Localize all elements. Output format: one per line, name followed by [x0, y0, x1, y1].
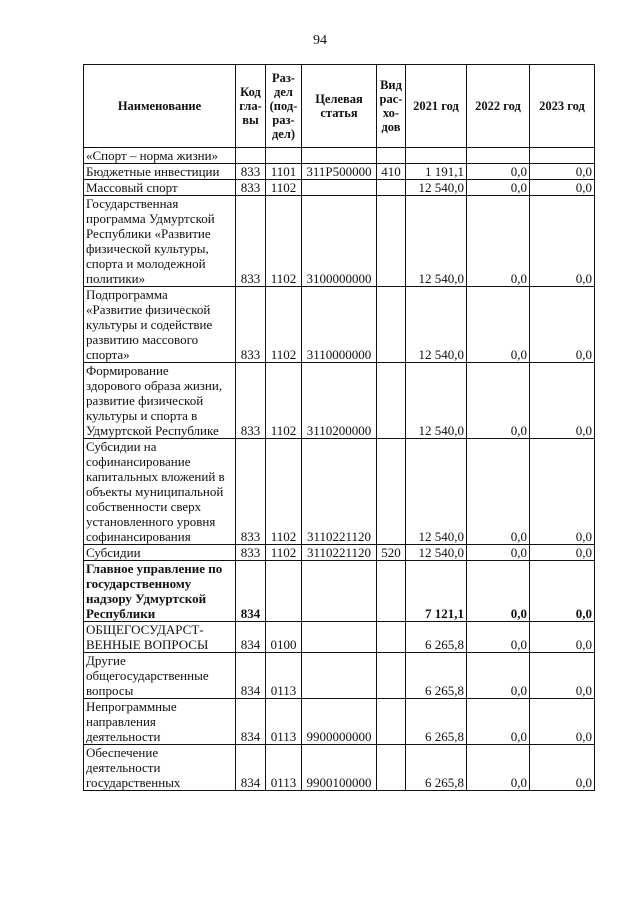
cell-target-article: 9900000000	[302, 699, 377, 745]
table-row	[84, 148, 595, 164]
header-target-article: Целевая статья	[302, 65, 377, 148]
cell-target-article	[302, 653, 377, 699]
cell-2022: 0,0	[467, 439, 530, 545]
cell-2023: 0,0	[530, 561, 595, 622]
cell-2022: 0,0	[467, 164, 530, 180]
cell-name: Главное управление по государственному надзору Удмуртской Республики	[84, 561, 236, 622]
cell-target-article: 9900100000	[302, 745, 377, 791]
cell-chapter-code: 834	[236, 653, 266, 699]
cell-2023: 0,0	[530, 164, 595, 180]
cell-section	[266, 148, 302, 164]
cell-section: 1102	[266, 363, 302, 439]
cell-2021: 7 121,1	[406, 561, 467, 622]
cell-2022: 0,0	[467, 545, 530, 561]
cell-name: ОБЩЕГОСУДАРСТ- ВЕННЫЕ ВОПРОСЫ	[84, 622, 236, 653]
table-row	[84, 622, 595, 653]
cell-expense-type	[377, 745, 406, 791]
cell-name: Государственная программа Удмуртской Республики «Развитие физической культуры, спорта и молодежной политики»	[84, 196, 236, 287]
cell-expense-type	[377, 699, 406, 745]
cell-section: 0113	[266, 699, 302, 745]
table-row	[84, 745, 595, 791]
cell-name: Субсидии на софинансирование капитальных вложений в объекты муниципальной собственности сверх установленного уровня софинансирования	[84, 439, 236, 545]
cell-2021: 1 191,1	[406, 164, 467, 180]
cell-name: Обеспечение деятельности государственных	[84, 745, 236, 791]
cell-2021: 6 265,8	[406, 699, 467, 745]
cell-section: 1102	[266, 196, 302, 287]
cell-section: 0100	[266, 622, 302, 653]
table-row	[84, 164, 595, 180]
cell-2023: 0,0	[530, 363, 595, 439]
cell-expense-type	[377, 148, 406, 164]
cell-2022: 0,0	[467, 653, 530, 699]
cell-2023: 0,0	[530, 439, 595, 545]
cell-2022: 0,0	[467, 363, 530, 439]
cell-name: Подпрограмма «Развитие физической культуры и содействие развитию массового спорта»	[84, 287, 236, 363]
cell-chapter-code: 833	[236, 287, 266, 363]
cell-expense-type	[377, 363, 406, 439]
cell-2021: 12 540,0	[406, 545, 467, 561]
cell-section: 0113	[266, 745, 302, 791]
cell-section: 1102	[266, 287, 302, 363]
cell-2022: 0,0	[467, 745, 530, 791]
cell-chapter-code: 833	[236, 439, 266, 545]
cell-target-article	[302, 561, 377, 622]
cell-2021: 6 265,8	[406, 622, 467, 653]
cell-2023: 0,0	[530, 745, 595, 791]
table-row	[84, 653, 595, 699]
header-2023: 2023 год	[530, 65, 595, 148]
cell-expense-type	[377, 439, 406, 545]
cell-2021: 12 540,0	[406, 287, 467, 363]
cell-chapter-code: 833	[236, 164, 266, 180]
cell-2023	[530, 148, 595, 164]
cell-2023: 0,0	[530, 196, 595, 287]
cell-section	[266, 561, 302, 622]
cell-2022: 0,0	[467, 699, 530, 745]
cell-name: Формирование здорового образа жизни, развитие физической культуры и спорта в Удмуртской Республике	[84, 363, 236, 439]
cell-target-article: 3110000000	[302, 287, 377, 363]
cell-chapter-code: 833	[236, 180, 266, 196]
cell-chapter-code: 834	[236, 745, 266, 791]
table-row	[84, 561, 595, 622]
cell-name: «Спорт – норма жизни»	[84, 148, 236, 164]
cell-expense-type: 520	[377, 545, 406, 561]
cell-expense-type: 410	[377, 164, 406, 180]
cell-2022: 0,0	[467, 561, 530, 622]
cell-2021	[406, 148, 467, 164]
cell-section: 1102	[266, 180, 302, 196]
cell-name: Массовый спорт	[84, 180, 236, 196]
cell-2022: 0,0	[467, 196, 530, 287]
cell-section: 1102	[266, 545, 302, 561]
cell-section: 0113	[266, 653, 302, 699]
cell-2023: 0,0	[530, 653, 595, 699]
cell-2022: 0,0	[467, 180, 530, 196]
cell-2022: 0,0	[467, 622, 530, 653]
cell-chapter-code: 834	[236, 699, 266, 745]
cell-target-article	[302, 148, 377, 164]
cell-2022	[467, 148, 530, 164]
table-row	[84, 196, 595, 287]
cell-2021: 12 540,0	[406, 180, 467, 196]
cell-target-article: 3110200000	[302, 363, 377, 439]
cell-target-article: 311P500000	[302, 164, 377, 180]
table-row	[84, 180, 595, 196]
cell-section: 1102	[266, 439, 302, 545]
cell-name: Непрограммные направления деятельности	[84, 699, 236, 745]
cell-chapter-code: 833	[236, 196, 266, 287]
cell-expense-type	[377, 180, 406, 196]
cell-target-article: 3110221120	[302, 439, 377, 545]
header-expense-type: Вид рас- хо- дов	[377, 65, 406, 148]
header-chapter-code: Код гла- вы	[236, 65, 266, 148]
cell-chapter-code: 833	[236, 363, 266, 439]
cell-chapter-code: 833	[236, 545, 266, 561]
cell-target-article	[302, 622, 377, 653]
cell-2021: 12 540,0	[406, 439, 467, 545]
cell-2023: 0,0	[530, 622, 595, 653]
header-name: Наименование	[84, 65, 236, 148]
cell-2021: 6 265,8	[406, 653, 467, 699]
cell-2021: 12 540,0	[406, 196, 467, 287]
header-2022: 2022 год	[467, 65, 530, 148]
cell-2023: 0,0	[530, 545, 595, 561]
cell-chapter-code	[236, 148, 266, 164]
header-2021: 2021 год	[406, 65, 467, 148]
cell-chapter-code: 834	[236, 561, 266, 622]
cell-expense-type	[377, 622, 406, 653]
cell-chapter-code: 834	[236, 622, 266, 653]
cell-name: Субсидии	[84, 545, 236, 561]
cell-target-article: 3100000000	[302, 196, 377, 287]
cell-section: 1101	[266, 164, 302, 180]
table-row	[84, 545, 595, 561]
cell-2021: 6 265,8	[406, 745, 467, 791]
table-row	[84, 699, 595, 745]
cell-target-article	[302, 180, 377, 196]
budget-table	[83, 64, 595, 791]
page-number: 94	[313, 33, 327, 48]
cell-expense-type	[377, 561, 406, 622]
table-row	[84, 439, 595, 545]
header-section: Раз- дел (под- раз- дел)	[266, 65, 302, 148]
table-row	[84, 363, 595, 439]
table-body	[84, 148, 595, 791]
cell-2023: 0,0	[530, 287, 595, 363]
cell-name: Бюджетные инвестиции	[84, 164, 236, 180]
header-row	[84, 65, 595, 148]
cell-expense-type	[377, 287, 406, 363]
cell-2022: 0,0	[467, 287, 530, 363]
cell-target-article: 3110221120	[302, 545, 377, 561]
cell-2021: 12 540,0	[406, 363, 467, 439]
table-row	[84, 287, 595, 363]
cell-name: Другие общегосударственные вопросы	[84, 653, 236, 699]
cell-expense-type	[377, 653, 406, 699]
cell-expense-type	[377, 196, 406, 287]
cell-2023: 0,0	[530, 180, 595, 196]
cell-2023: 0,0	[530, 699, 595, 745]
